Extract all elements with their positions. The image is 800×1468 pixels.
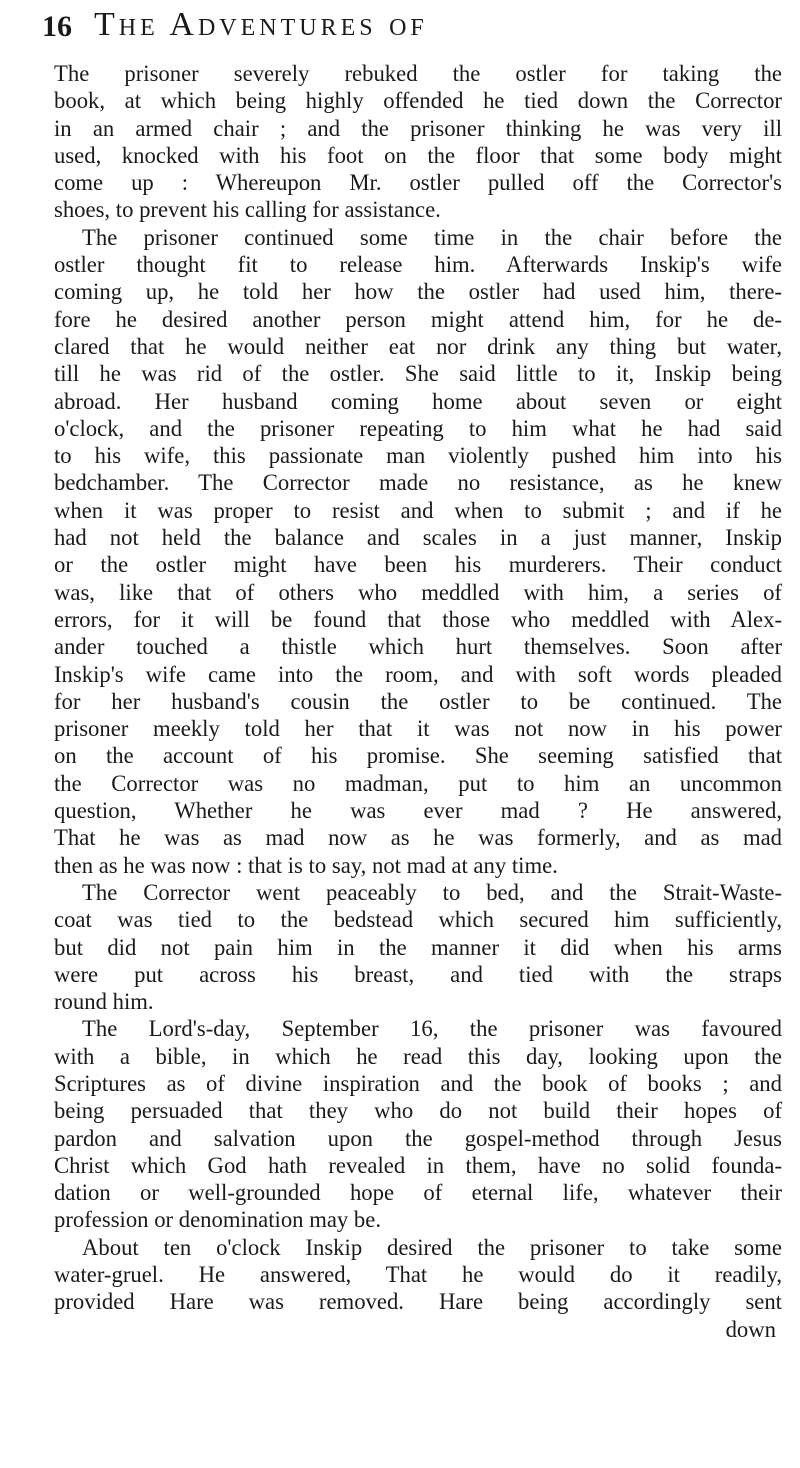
text-line: Scriptures as of divine inspiration and the book of books ; and [54,1070,782,1096]
text-line: in an armed chair ; and the prisoner thinking he was very ill [54,115,782,141]
text-line: prisoner meekly told her that it was not now in his power [54,716,782,742]
text-line: or the ostler might have been his murderers. Their conduct [54,552,782,578]
text-line: was, like that of others who meddled with him, a series of [54,579,782,605]
running-head: The Adventures of [94,6,428,43]
text-line: dation or well-grounded hope of eternal life, whatever their [54,1180,782,1206]
text-line: water-gruel. He answered, That he would do it readily, [54,1262,782,1288]
text-line: to his wife, this passionate man violently pushed him into his [54,443,782,469]
page-header [42,0,782,54]
text-line: come up : Whereupon Mr. ostler pulled off the Corrector's [54,170,782,196]
text-line: but did not pain him in the manner it did when his arms [54,934,782,960]
catchword: down [725,1316,776,1342]
text-line: coat was tied to the bedstead which secured him sufficiently, [54,907,782,933]
book-page [42,0,782,1468]
text-line: for her husband's cousin the ostler to be continued. The [54,688,782,714]
text-line: round him. [54,989,154,1015]
text-line: Christ which God hath revealed in them, have no solid founda- [54,1152,782,1178]
body-text [54,60,782,1343]
text-line: The prisoner severely rebuked the ostler for taking the [54,61,782,86]
text-line: ostler thought fit to release him. Afterwards Inskip's wife [54,252,782,278]
text-line: then as he was now : that is to say, not mad at any time. [54,852,558,878]
text-line: bedchamber. The Corrector made no resistance, as he knew [54,470,782,496]
text-line: The Lord's-day, September 16, the prisoner was favoured [82,1016,782,1042]
text-line: The Corrector went peaceably to bed, and the Strait-Waste- [82,879,782,905]
text-line: ander touched a thistle which hurt themselves. Soon after [54,634,782,660]
text-line: o'clock, and the prisoner repeating to him what he had said [54,415,782,441]
text-line: with a bible, in which he read this day, looking upon the [54,1043,782,1069]
text-line: coming up, he told her how the ostler had used him, there- [54,279,782,305]
text-line: profession or denomination may be. [54,1207,382,1233]
text-line: clared that he would neither eat nor drink any thing but water, [54,333,782,359]
text-line: errors, for it will be found that those who meddled with Alex- [54,606,782,632]
text-line: shoes, to prevent his calling for assistance. [54,197,441,223]
text-line: That he was as mad now as he was formerly, and as mad [54,825,782,851]
text-line: The prisoner continued some time in the chair before the [82,224,782,250]
text-line: when it was proper to resist and when to submit ; and if he [54,497,782,523]
page-number: 16 [42,10,72,43]
text-line: had not held the balance and scales in a just manner, Inskip [54,525,782,551]
text-line: used, knocked with his foot on the floor that some body might [54,142,782,168]
text-line: book, at which being highly offended he tied down the Corrector [54,88,782,114]
text-line: Inskip's wife came into the room, and with soft words pleaded [54,661,782,687]
text-line: fore he desired another person might attend him, for he de- [54,306,782,332]
text-line: provided Hare was removed. Hare being accordingly sent [54,1289,782,1315]
text-line: were put across his breast, and tied with the straps [54,961,782,987]
text-line: pardon and salvation upon the gospel-method through Jesus [54,1125,782,1151]
text-line: abroad. Her husband coming home about seven or eight [54,388,782,414]
text-line: on the account of his promise. She seeming satisfied that [54,743,782,769]
text-line: till he was rid of the ostler. She said little to it, Inskip being [54,361,782,387]
text-line: the Corrector was no madman, put to him an uncommon [54,770,782,796]
text-line: About ten o'clock Inskip desired the prisoner to take some [82,1234,782,1260]
text-line: being persuaded that they who do not build their hopes of [54,1098,782,1124]
text-line: question, Whether he was ever mad ? He answered, [54,798,782,824]
